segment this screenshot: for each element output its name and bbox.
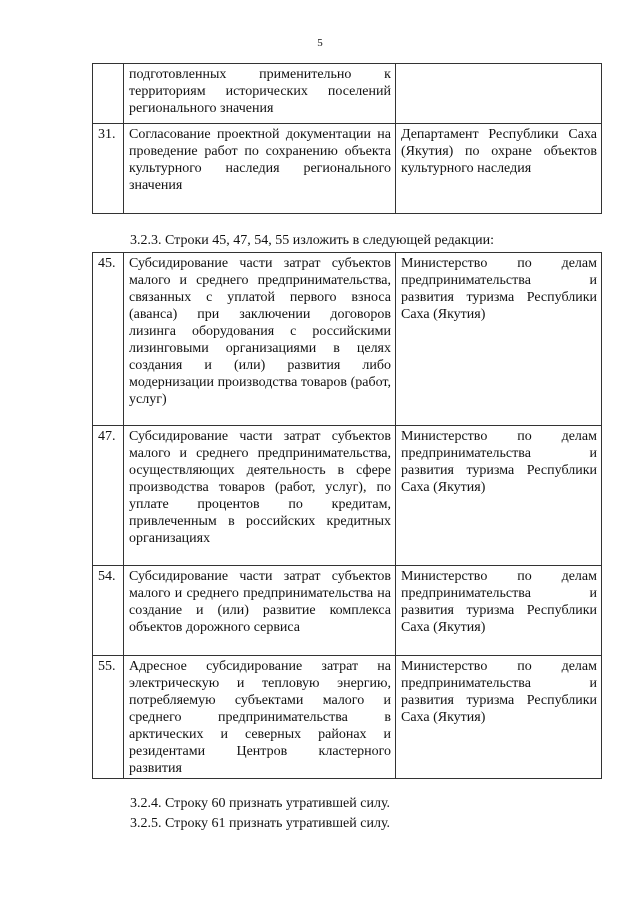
- service-description: подготовленных применительно к территориям исторических поселений регионального значения: [124, 64, 396, 124]
- responsible-organization: Министерство по делам предпринимательства и развития туризма Республики Саха (Якутия): [396, 426, 602, 566]
- table-row: [93, 566, 602, 656]
- service-description: Субсидирование части затрат субъектов малого и среднего предпринимательства, осуществляющих деятельность в сфере производства товаров (работ, услуг), по уплате процентов по кредитам, привлеченным в российских кредитных организациях: [124, 426, 396, 566]
- paragraph-3-2-5: 3.2.5. Строку 61 признать утратившей силу.: [130, 816, 391, 831]
- responsible-organization: Министерство по делам предпринимательства и развития туризма Республики Саха (Якутия): [396, 566, 602, 656]
- responsible-organization: Министерство по делам предпринимательства и развития туризма Республики Саха (Якутия): [396, 253, 602, 426]
- responsible-organization: [396, 64, 602, 124]
- responsible-organization: Департамент Республики Саха (Якутия) по охране объектов культурного наследия: [396, 124, 602, 214]
- row-number: 47.: [93, 426, 124, 566]
- paragraph-3-2-3: 3.2.3. Строки 45, 47, 54, 55 изложить в следующей редакции:: [130, 233, 495, 248]
- page-number: 5: [317, 37, 323, 49]
- service-description: Согласование проектной документации на проведение работ по сохранению объекта культурного наследия регионального значения: [124, 124, 396, 214]
- responsible-organization: Министерство по делам предпринимательства и развития туризма Республики Саха (Якутия): [396, 656, 602, 779]
- table-row: [93, 426, 602, 566]
- row-number: [93, 64, 124, 124]
- services-table-new: [92, 252, 602, 779]
- row-number: 54.: [93, 566, 124, 656]
- table-row: [93, 64, 602, 124]
- row-number: 45.: [93, 253, 124, 426]
- table-row: [93, 656, 602, 779]
- service-description: Субсидирование части затрат субъектов малого и среднего предпринимательства, связанных с уплатой первого взноса (аванса) при заключении договоров лизинга оборудования с российскими лизинговыми организациями в целях создания и (или) развития либо модернизации производства товаров (работ, услуг): [124, 253, 396, 426]
- table-row: [93, 124, 602, 214]
- paragraph-3-2-4: 3.2.4. Строку 60 признать утратившей силу.: [130, 796, 391, 811]
- services-table-continued: [92, 63, 602, 214]
- table-row: [93, 253, 602, 426]
- service-description: Адресное субсидирование затрат на электрическую и тепловую энергию, потребляемую субъектами малого и среднего предпринимательства в арктических и северных районах и резидентами Центров кластерного развития: [124, 656, 396, 779]
- service-description: Субсидирование части затрат субъектов малого и среднего предпринимательства на создание и (или) развитие комплекса объектов дорожного сервиса: [124, 566, 396, 656]
- row-number: 55.: [93, 656, 124, 779]
- row-number: 31.: [93, 124, 124, 214]
